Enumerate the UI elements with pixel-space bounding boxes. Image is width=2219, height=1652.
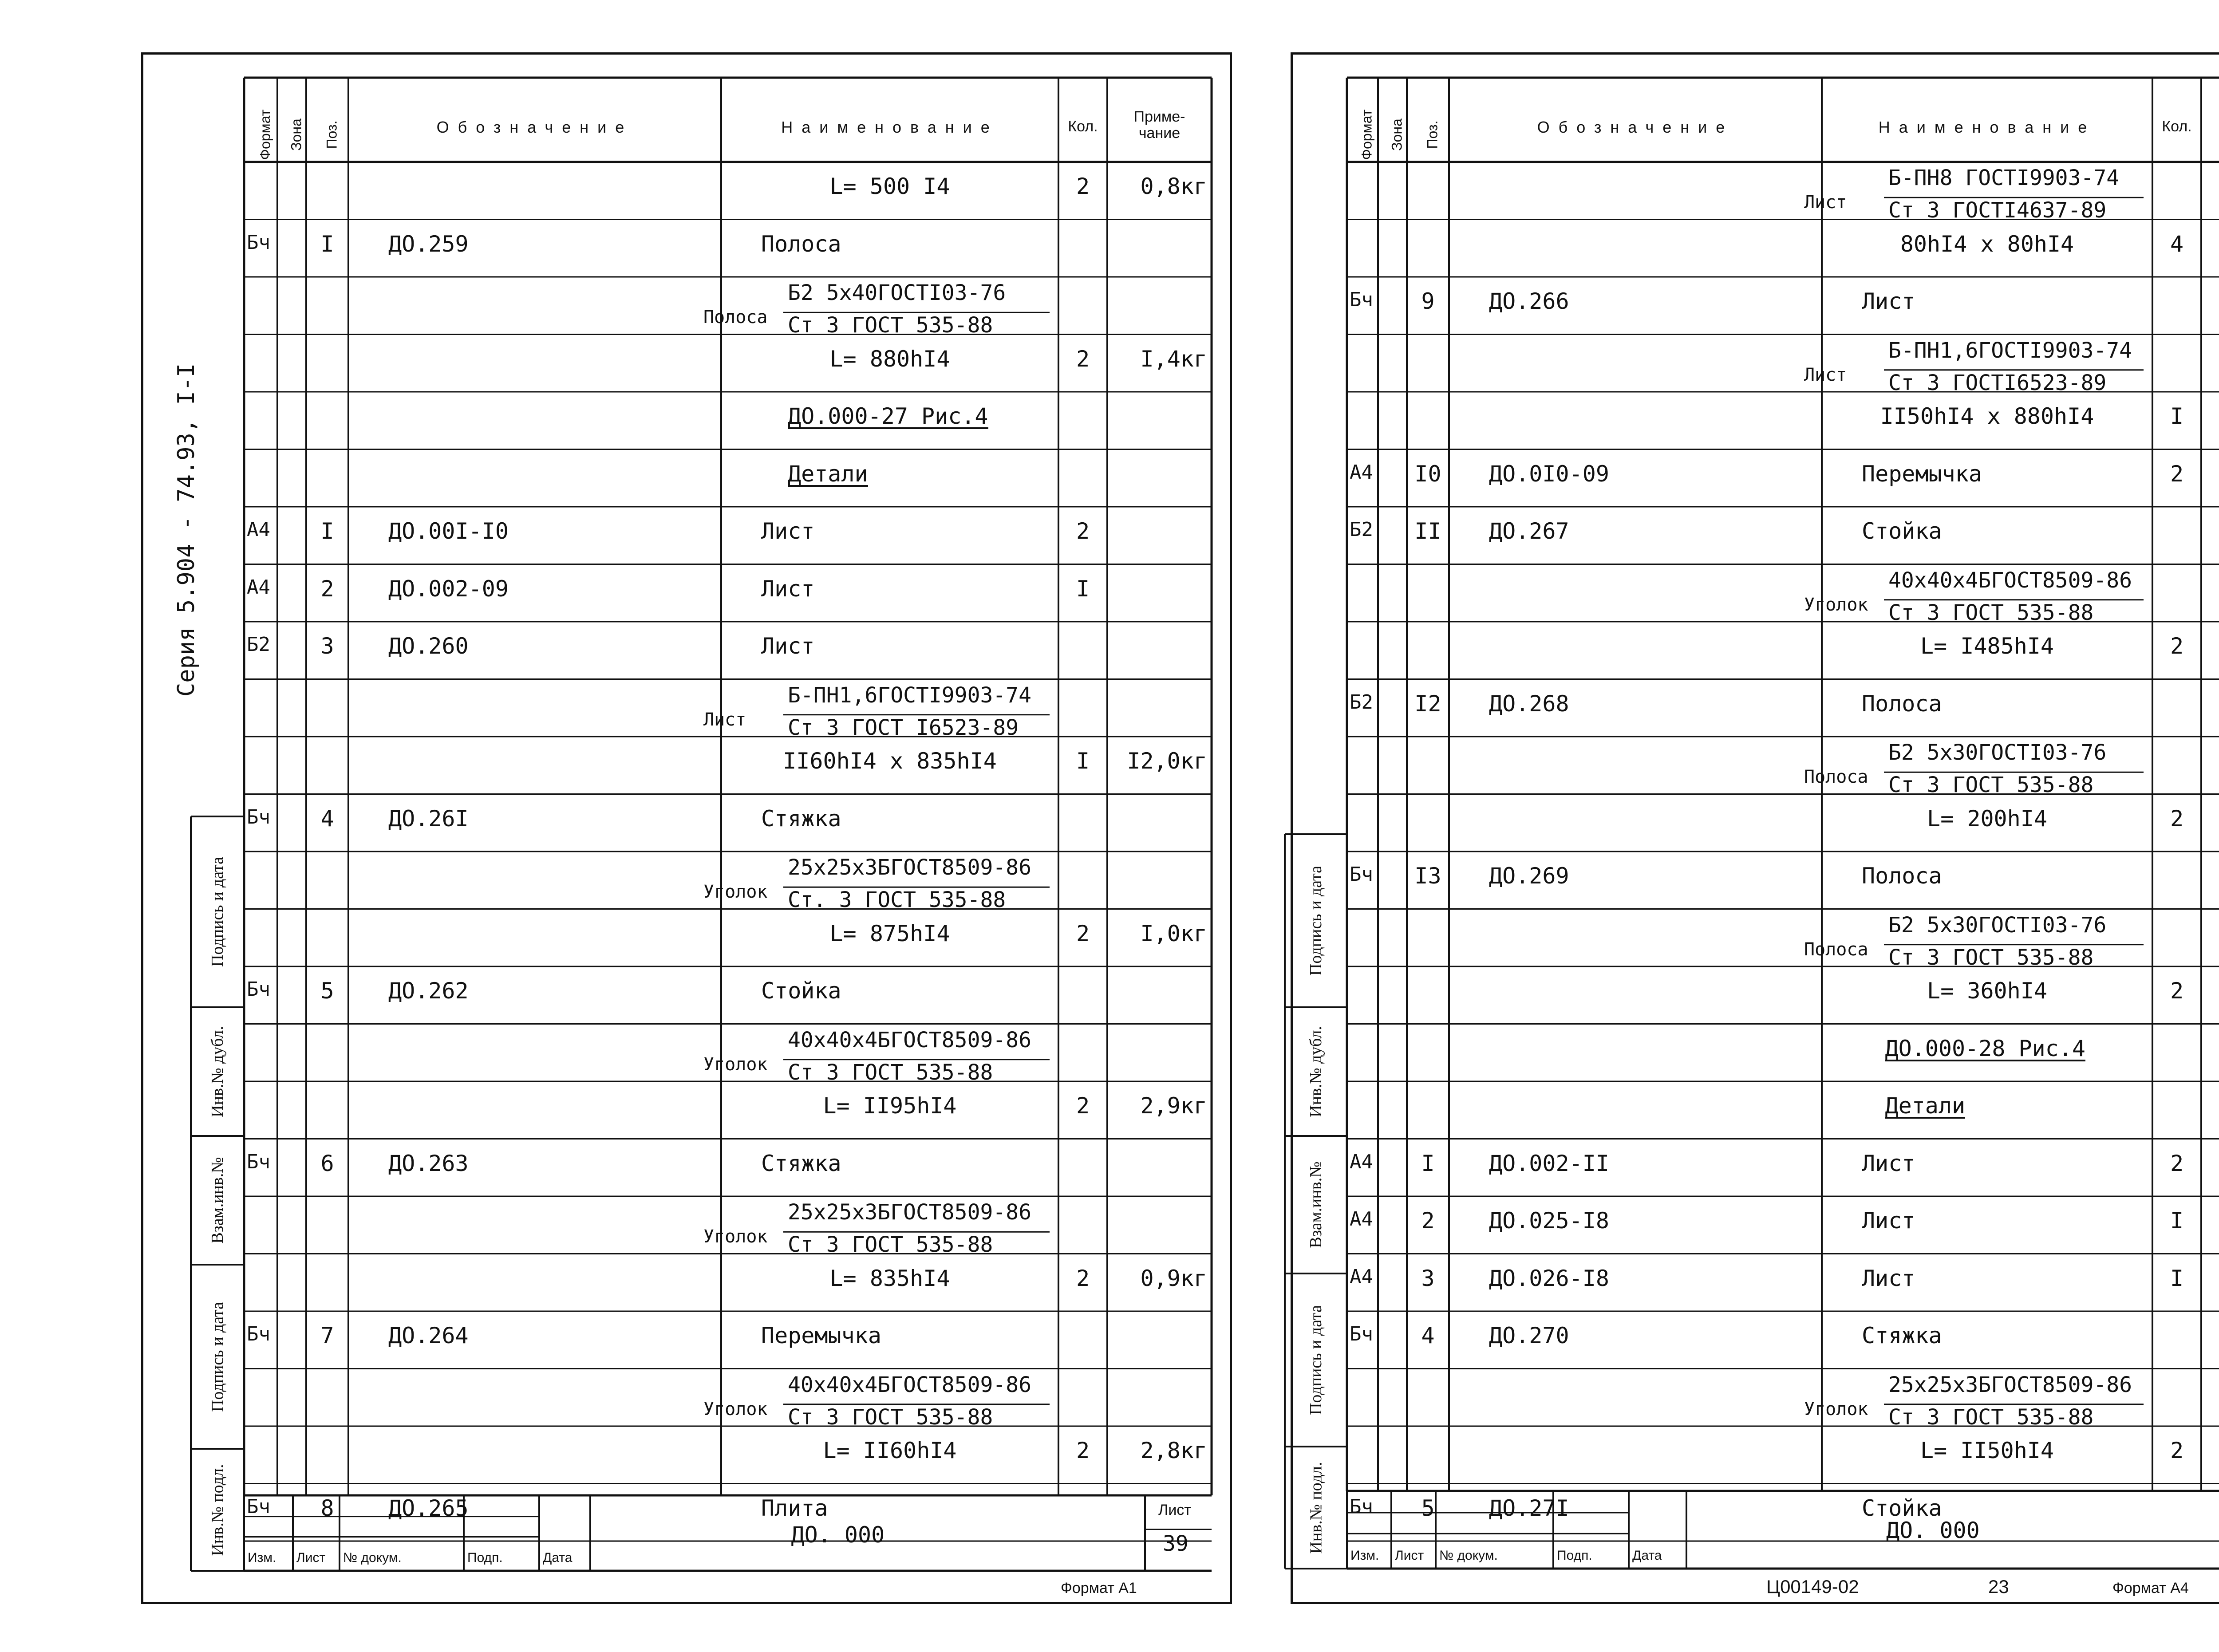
material-numerator: 25х25х3БГОСТ8509-86 <box>788 1200 1032 1225</box>
designation-cell: ДО.026-I8 <box>1489 1265 1609 1291</box>
material-denominator: Ст 3 ГОСТ 535-88 <box>788 1060 993 1085</box>
qty-cell: 4 <box>2170 231 2184 257</box>
name-cell: Лист <box>1862 1150 1915 1176</box>
format-cell: Бч <box>247 1495 270 1518</box>
qty-cell: 2 <box>2170 633 2184 659</box>
position-cell: 5 <box>1421 1495 1435 1521</box>
material-prefix: Полоса <box>1804 767 1868 788</box>
qty-cell: 2 <box>2170 805 2184 832</box>
qty-cell: I <box>1076 576 1090 602</box>
designation-cell: ДО.259 <box>388 231 469 257</box>
name-cell: L= 200hI4 <box>1927 805 2047 832</box>
qty-cell: 2 <box>2170 1438 2184 1463</box>
format-cell: Б2 <box>1350 518 1373 541</box>
designation-cell: ДО.266 <box>1489 288 1569 314</box>
material-prefix: Уголок <box>703 1054 768 1075</box>
designation-cell: ДО.26I <box>388 805 469 832</box>
material-numerator: 40х40х4БГОСТ8509-86 <box>1888 568 2132 593</box>
material-denominator: Ст 3 ГОСТ 535-88 <box>788 1232 993 1258</box>
name-cell: Лист <box>761 518 815 544</box>
format-cell: Бч <box>247 1323 270 1345</box>
note-cell <box>2201 405 2219 427</box>
header-name: Наименование <box>781 118 999 136</box>
qty-cell: 2 <box>1076 1265 1090 1291</box>
designation-cell: ДО.270 <box>1489 1323 1569 1348</box>
designation-cell: ДО.265 <box>388 1495 469 1521</box>
stamp-col-1: Лист <box>296 1550 326 1565</box>
qty-cell: 2 <box>1076 346 1090 372</box>
position-cell: I3 <box>1414 863 1441 889</box>
qty-cell: 2 <box>1076 518 1090 544</box>
header-zone: Зона <box>288 118 304 151</box>
note-cell: 2,9кг <box>1140 1093 1207 1119</box>
position-cell: I2 <box>1414 690 1441 717</box>
position-cell: 4 <box>320 805 334 832</box>
material-prefix: Уголок <box>703 1226 768 1247</box>
name-cell: Лист <box>1862 288 1915 314</box>
side-label-3: Подпись и дата <box>1307 1305 1325 1415</box>
name-cell: Детали <box>1885 1093 1966 1119</box>
stamp-col-3: Подп. <box>1557 1548 1592 1563</box>
name-cell: Стяжка <box>1862 1323 1942 1348</box>
header-format: Формат <box>257 109 273 160</box>
side-label-4: Инв.№ подл. <box>208 1464 227 1556</box>
material-denominator: Ст 3 ГОСТ 535-88 <box>788 1404 993 1430</box>
position-cell: I0 <box>1414 461 1441 487</box>
doc-code: ДО. 000 <box>1886 1518 1980 1543</box>
designation-cell: ДО.27I <box>1489 1495 1569 1521</box>
side-label-0: Подпись и дата <box>1307 865 1325 976</box>
note-cell <box>2201 808 2219 830</box>
qty-cell: 2 <box>1076 1438 1090 1463</box>
side-label-4: Инв.№ подл. <box>1307 1462 1325 1554</box>
note-cell: 2,8кг <box>1140 1438 1207 1463</box>
position-cell: 6 <box>320 1150 334 1176</box>
position-cell: 3 <box>1421 1265 1435 1291</box>
footer-code: Ц00149-02 <box>1766 1576 1859 1597</box>
designation-cell: ДО.002-II <box>1489 1150 1609 1176</box>
format-cell: Б2 <box>1350 690 1373 714</box>
format-cell: Бч <box>247 1150 270 1173</box>
name-cell: Стяжка <box>761 805 841 832</box>
designation-cell: ДО.267 <box>1489 518 1569 544</box>
name-cell: Стойка <box>761 978 841 1004</box>
stamp-col-2: № докум. <box>1439 1548 1498 1563</box>
material-numerator: Б2 5х40ГОСТI03-76 <box>788 280 1006 305</box>
format-cell: Бч <box>1350 1495 1373 1518</box>
designation-cell: ДО.262 <box>388 978 469 1004</box>
note-cell <box>2201 233 2219 255</box>
stamp-col-4: Дата <box>543 1550 573 1565</box>
qty-cell: 2 <box>1076 173 1090 199</box>
side-label-3: Подпись и дата <box>208 1301 227 1412</box>
side-label-0: Подпись и дата <box>208 856 227 967</box>
name-cell: L= 835hI4 <box>829 1265 950 1291</box>
position-cell: 8 <box>320 1495 334 1521</box>
header-pos: Поз. <box>324 120 340 149</box>
header-note <box>2201 109 2219 142</box>
stamp-col-2: № докум. <box>343 1550 402 1565</box>
header-qty: Кол. <box>2162 118 2192 135</box>
material-prefix: Лист <box>1804 192 1847 213</box>
header-name: Наименование <box>1878 118 2096 136</box>
stamp-col-1: Лист <box>1395 1548 1424 1563</box>
position-cell: I <box>320 231 334 257</box>
side-label-2: Взам.инв.№ <box>1307 1161 1325 1248</box>
material-denominator: Ст 3 ГОСТ 535-88 <box>788 313 993 338</box>
format-cell: Бч <box>247 978 270 1001</box>
name-cell: II60hI4 х 835hI4 <box>783 748 997 774</box>
material-numerator: Б-ПН8 ГОСТI9903-74 <box>1888 166 2120 190</box>
name-cell: Лист <box>1862 1208 1915 1234</box>
format-cell: Бч <box>247 805 270 828</box>
qty-cell: 2 <box>1076 1093 1090 1119</box>
qty-cell: I <box>1076 748 1090 774</box>
header-zone: Зона <box>1389 118 1405 151</box>
format-cell: А4 <box>1350 1150 1373 1173</box>
name-cell: Лист <box>1862 1265 1915 1291</box>
name-cell: Перемычка <box>761 1323 881 1348</box>
format-cell: Бч <box>247 231 270 254</box>
name-cell: L= 875hI4 <box>829 920 950 946</box>
position-cell: 2 <box>320 576 334 602</box>
material-prefix: Полоса <box>703 307 768 328</box>
material-denominator: Ст 3 ГОСТ I6523-89 <box>788 715 1019 740</box>
note-cell <box>2201 1439 2219 1462</box>
side-label-1: Инв.№ дубл. <box>208 1026 227 1117</box>
stamp-col-0: Изм. <box>248 1550 276 1565</box>
stamp-col-3: Подп. <box>467 1550 503 1565</box>
format-cell: А4 <box>1350 1208 1373 1230</box>
qty-cell: 2 <box>2170 461 2184 487</box>
material-prefix: Уголок <box>703 1399 768 1419</box>
header-pos: Поз. <box>1424 120 1440 149</box>
material-numerator: Б-ПН1,6ГОСТI9903-74 <box>1888 338 2132 363</box>
position-cell: 4 <box>1421 1323 1435 1348</box>
qty-cell: 2 <box>2170 1150 2184 1176</box>
name-cell: ДО.000-27 Рис.4 <box>788 403 988 429</box>
position-cell: 9 <box>1421 288 1435 314</box>
designation-cell: ДО.260 <box>388 633 469 659</box>
designation-cell: ДО.268 <box>1489 690 1569 717</box>
name-cell: Полоса <box>761 231 841 257</box>
stamp-col-0: Изм. <box>1350 1548 1379 1563</box>
doc-code: ДО. 000 <box>791 1522 885 1548</box>
designation-cell: ДО.002-09 <box>388 576 509 602</box>
material-denominator: Ст. 3 ГОСТ 535-88 <box>788 887 1006 913</box>
side-label-1: Инв.№ дубл. <box>1307 1026 1325 1117</box>
designation-cell: ДО.269 <box>1489 863 1569 889</box>
name-cell: Лист <box>761 576 815 602</box>
position-cell: I <box>1421 1150 1435 1176</box>
series-label: Серия 5.904 - 74.93, I-I <box>173 363 200 697</box>
name-cell: Лист <box>761 633 815 659</box>
header-note: Приме- чание <box>1133 108 1185 142</box>
name-cell: II50hI4 х 880hI4 <box>1880 403 2094 429</box>
material-prefix: Уголок <box>1804 594 1868 615</box>
note-cell: 0,9кг <box>1140 1265 1207 1291</box>
position-cell: II <box>1414 518 1441 544</box>
material-prefix: Полоса <box>1804 939 1868 960</box>
designation-cell: ДО.263 <box>388 1150 469 1176</box>
name-cell: L= II95hI4 <box>823 1093 957 1119</box>
header-qty: Кол. <box>1068 118 1098 135</box>
material-prefix: Уголок <box>1804 1399 1868 1419</box>
format-cell: Бч <box>1350 863 1373 886</box>
name-cell: L= 880hI4 <box>829 346 950 372</box>
name-cell: L= II60hI4 <box>823 1438 957 1463</box>
qty-cell: I <box>2170 1208 2184 1234</box>
position-cell: 2 <box>1421 1208 1435 1234</box>
material-prefix: Лист <box>703 709 746 730</box>
note-cell: 0,8кг <box>1140 173 1207 199</box>
material-numerator: Б2 5х30ГОСТI03-76 <box>1888 912 2107 938</box>
note-cell: I,4кг <box>1140 346 1207 372</box>
name-cell: Перемычка <box>1862 461 1982 487</box>
name-cell: Полоса <box>1862 863 1942 889</box>
name-cell: ДО.000-28 Рис.4 <box>1885 1035 2086 1061</box>
qty-cell: 2 <box>2170 978 2184 1004</box>
name-cell: Стойка <box>1862 518 1942 544</box>
format-label-right: Формат А4 <box>2112 1580 2189 1597</box>
name-cell: Стяжка <box>761 1150 841 1176</box>
format-cell: Бч <box>1350 288 1373 311</box>
footer-page: 23 <box>1988 1576 2009 1597</box>
material-prefix: Лист <box>1804 364 1847 385</box>
material-numerator: Б2 5х30ГОСТI03-76 <box>1888 740 2107 765</box>
material-prefix: Уголок <box>703 882 768 903</box>
name-cell: Стойка <box>1862 1495 1942 1521</box>
name-cell: L= 500 I4 <box>829 173 950 199</box>
position-cell: 7 <box>320 1323 334 1348</box>
designation-cell: ДО.00I-I0 <box>388 518 509 544</box>
material-numerator: 40х40х4БГОСТ8509-86 <box>788 1027 1032 1053</box>
designation-cell: ДО.025-I8 <box>1489 1208 1609 1234</box>
qty-cell: I <box>2170 403 2184 429</box>
format-cell: А4 <box>1350 1265 1373 1288</box>
material-numerator: 40х40х4БГОСТ8509-86 <box>788 1372 1032 1397</box>
position-cell: 5 <box>320 978 334 1004</box>
name-cell: L= 360hI4 <box>1927 978 2047 1004</box>
format-cell: А4 <box>1350 461 1373 484</box>
note-cell <box>2201 980 2219 1002</box>
sheet-number: 39 <box>1163 1531 1188 1556</box>
header-designation: Обозначение <box>1537 118 1734 136</box>
stamp-col-4: Дата <box>1632 1548 1662 1563</box>
material-denominator: Ст 3 ГОСТ 535-88 <box>1888 1404 2094 1430</box>
note-cell: I,0кг <box>1140 920 1207 946</box>
note-cell <box>2201 635 2219 657</box>
material-denominator: Ст 3 ГОСТI6523-89 <box>1888 370 2107 395</box>
position-cell: 3 <box>320 633 334 659</box>
position-cell: I <box>320 518 334 544</box>
note-cell: I2,0кг <box>1127 748 1207 774</box>
designation-cell: ДО.264 <box>388 1323 469 1348</box>
format-cell: А4 <box>247 518 270 541</box>
name-cell: L= II50hI4 <box>1920 1438 2054 1463</box>
qty-cell: 2 <box>1076 920 1090 946</box>
material-denominator: Ст 3 ГОСТI4637-89 <box>1888 198 2107 223</box>
qty-cell: I <box>2170 1265 2184 1291</box>
name-cell: L= I485hI4 <box>1920 633 2054 659</box>
format-cell: А4 <box>247 576 270 599</box>
material-denominator: Ст 3 ГОСТ 535-88 <box>1888 945 2094 970</box>
format-cell: Бч <box>1350 1323 1373 1345</box>
name-cell: Детали <box>788 461 868 487</box>
name-cell: Полоса <box>1862 690 1942 717</box>
material-denominator: Ст 3 ГОСТ 535-88 <box>1888 600 2094 625</box>
format-cell: Б2 <box>247 633 270 656</box>
material-numerator: 25х25х3БГОСТ8509-86 <box>788 855 1032 880</box>
format-label-left: Формат А1 <box>1061 1580 1137 1597</box>
sheet-label: Лист <box>1158 1502 1191 1518</box>
material-denominator: Ст 3 ГОСТ 535-88 <box>1888 773 2094 798</box>
name-cell: Плита <box>761 1495 828 1521</box>
material-numerator: Б-ПН1,6ГОСТI9903-74 <box>788 682 1032 708</box>
name-cell: 80hI4 х 80hI4 <box>1900 231 2074 257</box>
side-label-2: Взам.инв.№ <box>208 1157 227 1244</box>
designation-cell: ДО.0I0-09 <box>1489 461 1609 487</box>
header-format: Формат <box>1358 109 1375 160</box>
material-numerator: 25х25х3БГОСТ8509-86 <box>1888 1372 2132 1397</box>
header-designation: Обозначение <box>436 118 633 136</box>
